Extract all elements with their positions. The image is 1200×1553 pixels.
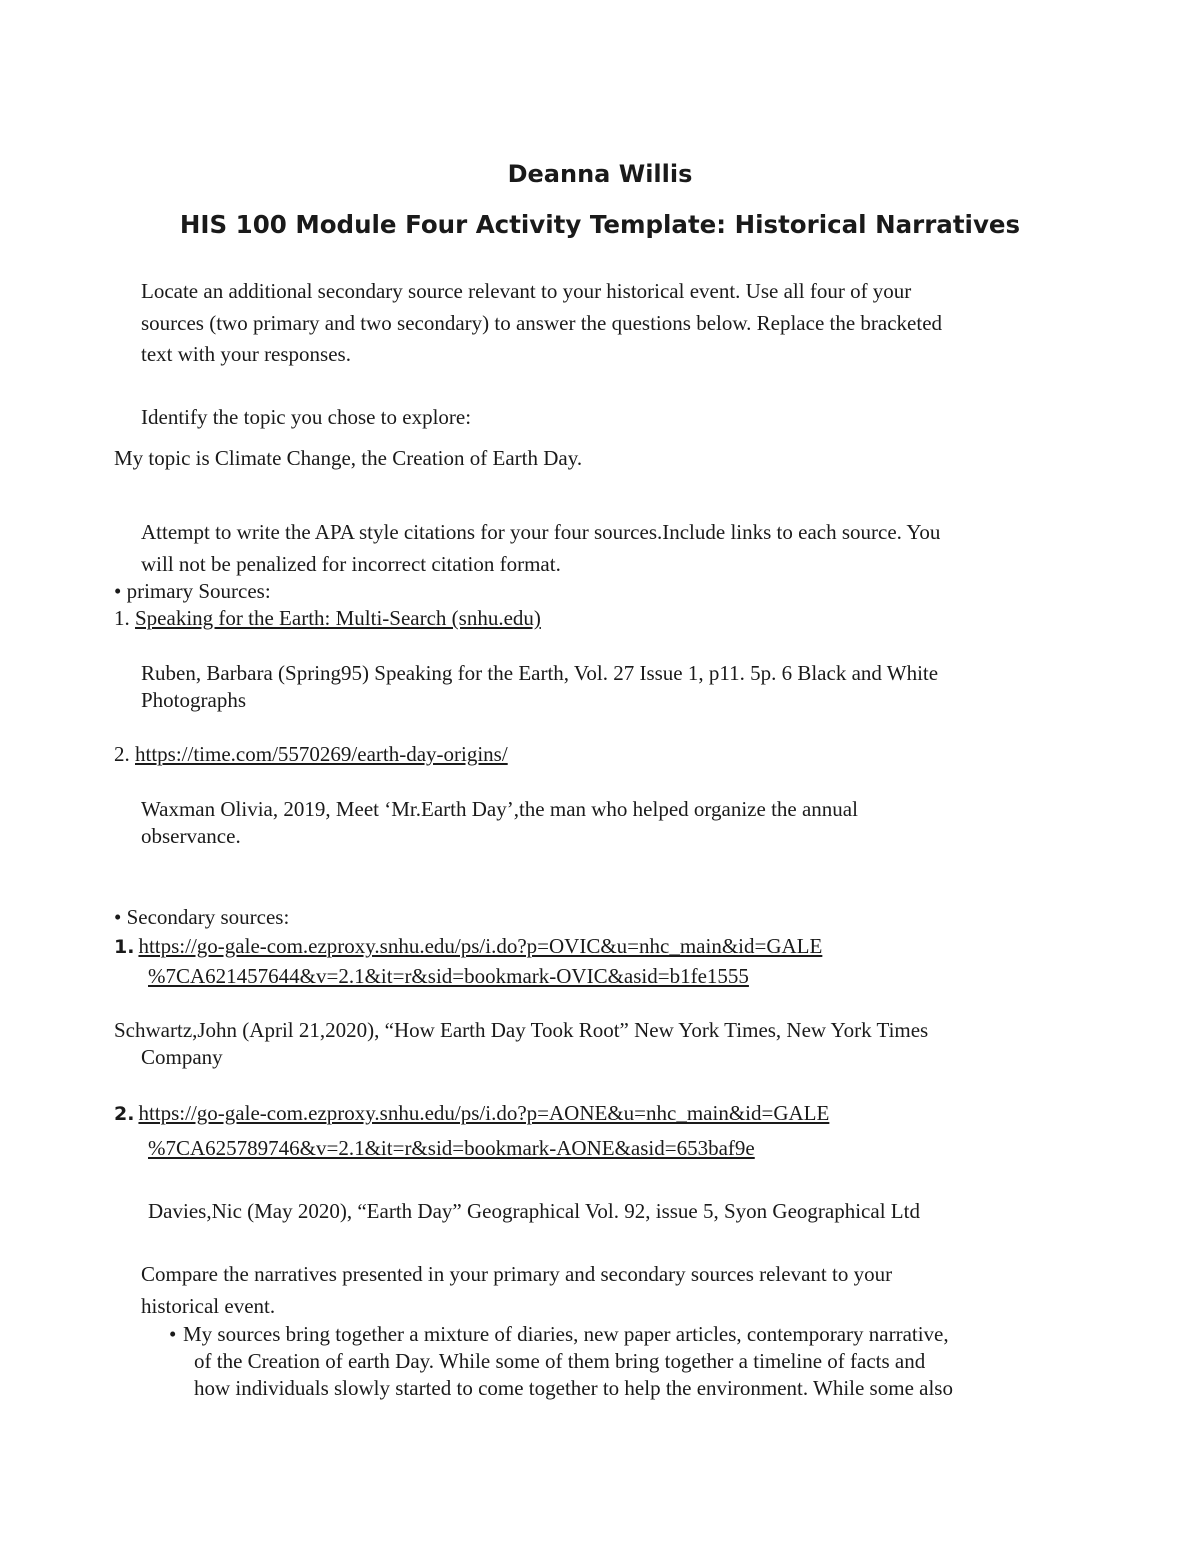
list-number: 1. [114,606,130,630]
compare-prompt: historical event. [141,1294,276,1318]
primary-source-1-link[interactable]: Speaking for the Earth: Multi-Search (snhu.edu) [135,606,541,630]
secondary-source-2-link-wrap [148,1136,755,1161]
secondary-source-1-citation: Schwartz,John (April 21,2020), “How Earth Day Took Root” New York Times, New York Times [114,1018,929,1042]
list-number: 1. [114,936,135,958]
citations-prompt: Attempt to write the APA style citations for your four sources.Include links to each source. You [141,520,941,544]
secondary-source-2-link[interactable]: https://go-gale-com.ezproxy.snhu.edu/ps/i.do?p=AONE&u=nhc_main&id=GALE [138,1101,830,1125]
list-number: 2. [114,1103,135,1125]
compare-answer: how individuals slowly started to come together to help the environment. While some also [194,1376,953,1400]
primary-source-2-citation: observance. [141,824,241,848]
primary-source-1 [114,606,541,631]
compare-prompt: Compare the narratives presented in your primary and secondary sources relevant to your [141,1262,893,1286]
secondary-source-1-link-wrap [148,964,749,989]
compare-bullet: • [169,1322,177,1346]
primary-source-1-citation: Photographs [141,688,246,712]
compare-answer: of the Creation of earth Day. While some of them bring together a timeline of facts and [194,1349,926,1373]
secondary-source-1-link[interactable]: https://go-gale-com.ezproxy.snhu.edu/ps/i.do?p=OVIC&u=nhc_main&id=GALE [138,934,823,958]
compare-answer: My sources bring together a mixture of diaries, new paper articles, contemporary narrative, [183,1322,949,1346]
list-number: 2. [114,742,130,766]
intro-line: sources (two primary and two secondary) to answer the questions below. Replace the bracketed [141,311,943,335]
author-name: Deanna Willis [507,160,693,188]
topic-answer: My topic is Climate Change, the Creation of Earth Day. [114,446,583,470]
citations-prompt: will not be penalized for incorrect citation format. [141,552,561,576]
secondary-source-1-link-cont[interactable]: %7CA621457644&v=2.1&it=r&sid=bookmark-OVIC&asid=b1fe1555 [148,964,749,988]
primary-sources-heading: • primary Sources: [114,579,271,603]
primary-source-1-citation: Ruben, Barbara (Spring95) Speaking for the Earth, Vol. 27 Issue 1, p11. 5p. 6 Black and White [141,661,939,685]
intro-line: Locate an additional secondary source relevant to your historical event. Use all four of your [141,279,912,303]
secondary-source-1 [114,934,822,959]
secondary-source-2 [114,1101,829,1126]
primary-source-2 [114,742,508,767]
primary-source-2-citation: Waxman Olivia, 2019, Meet ‘Mr.Earth Day’,the man who helped organize the annual [141,797,858,821]
intro-line: text with your responses. [141,342,351,366]
document-title: HIS 100 Module Four Activity Template: Historical Narratives [179,210,1021,239]
secondary-sources-heading: • Secondary sources: [114,905,290,929]
secondary-source-1-citation: Company [141,1045,223,1069]
secondary-source-2-link-cont[interactable]: %7CA625789746&v=2.1&it=r&sid=bookmark-AONE&asid=653baf9e [148,1136,755,1160]
primary-source-2-link[interactable]: https://time.com/5570269/earth-day-origins/ [135,742,508,766]
secondary-source-2-citation: Davies,Nic (May 2020), “Earth Day” Geographical Vol. 92, issue 5, Syon Geographical Ltd [148,1199,920,1223]
topic-prompt: Identify the topic you chose to explore: [141,405,472,429]
